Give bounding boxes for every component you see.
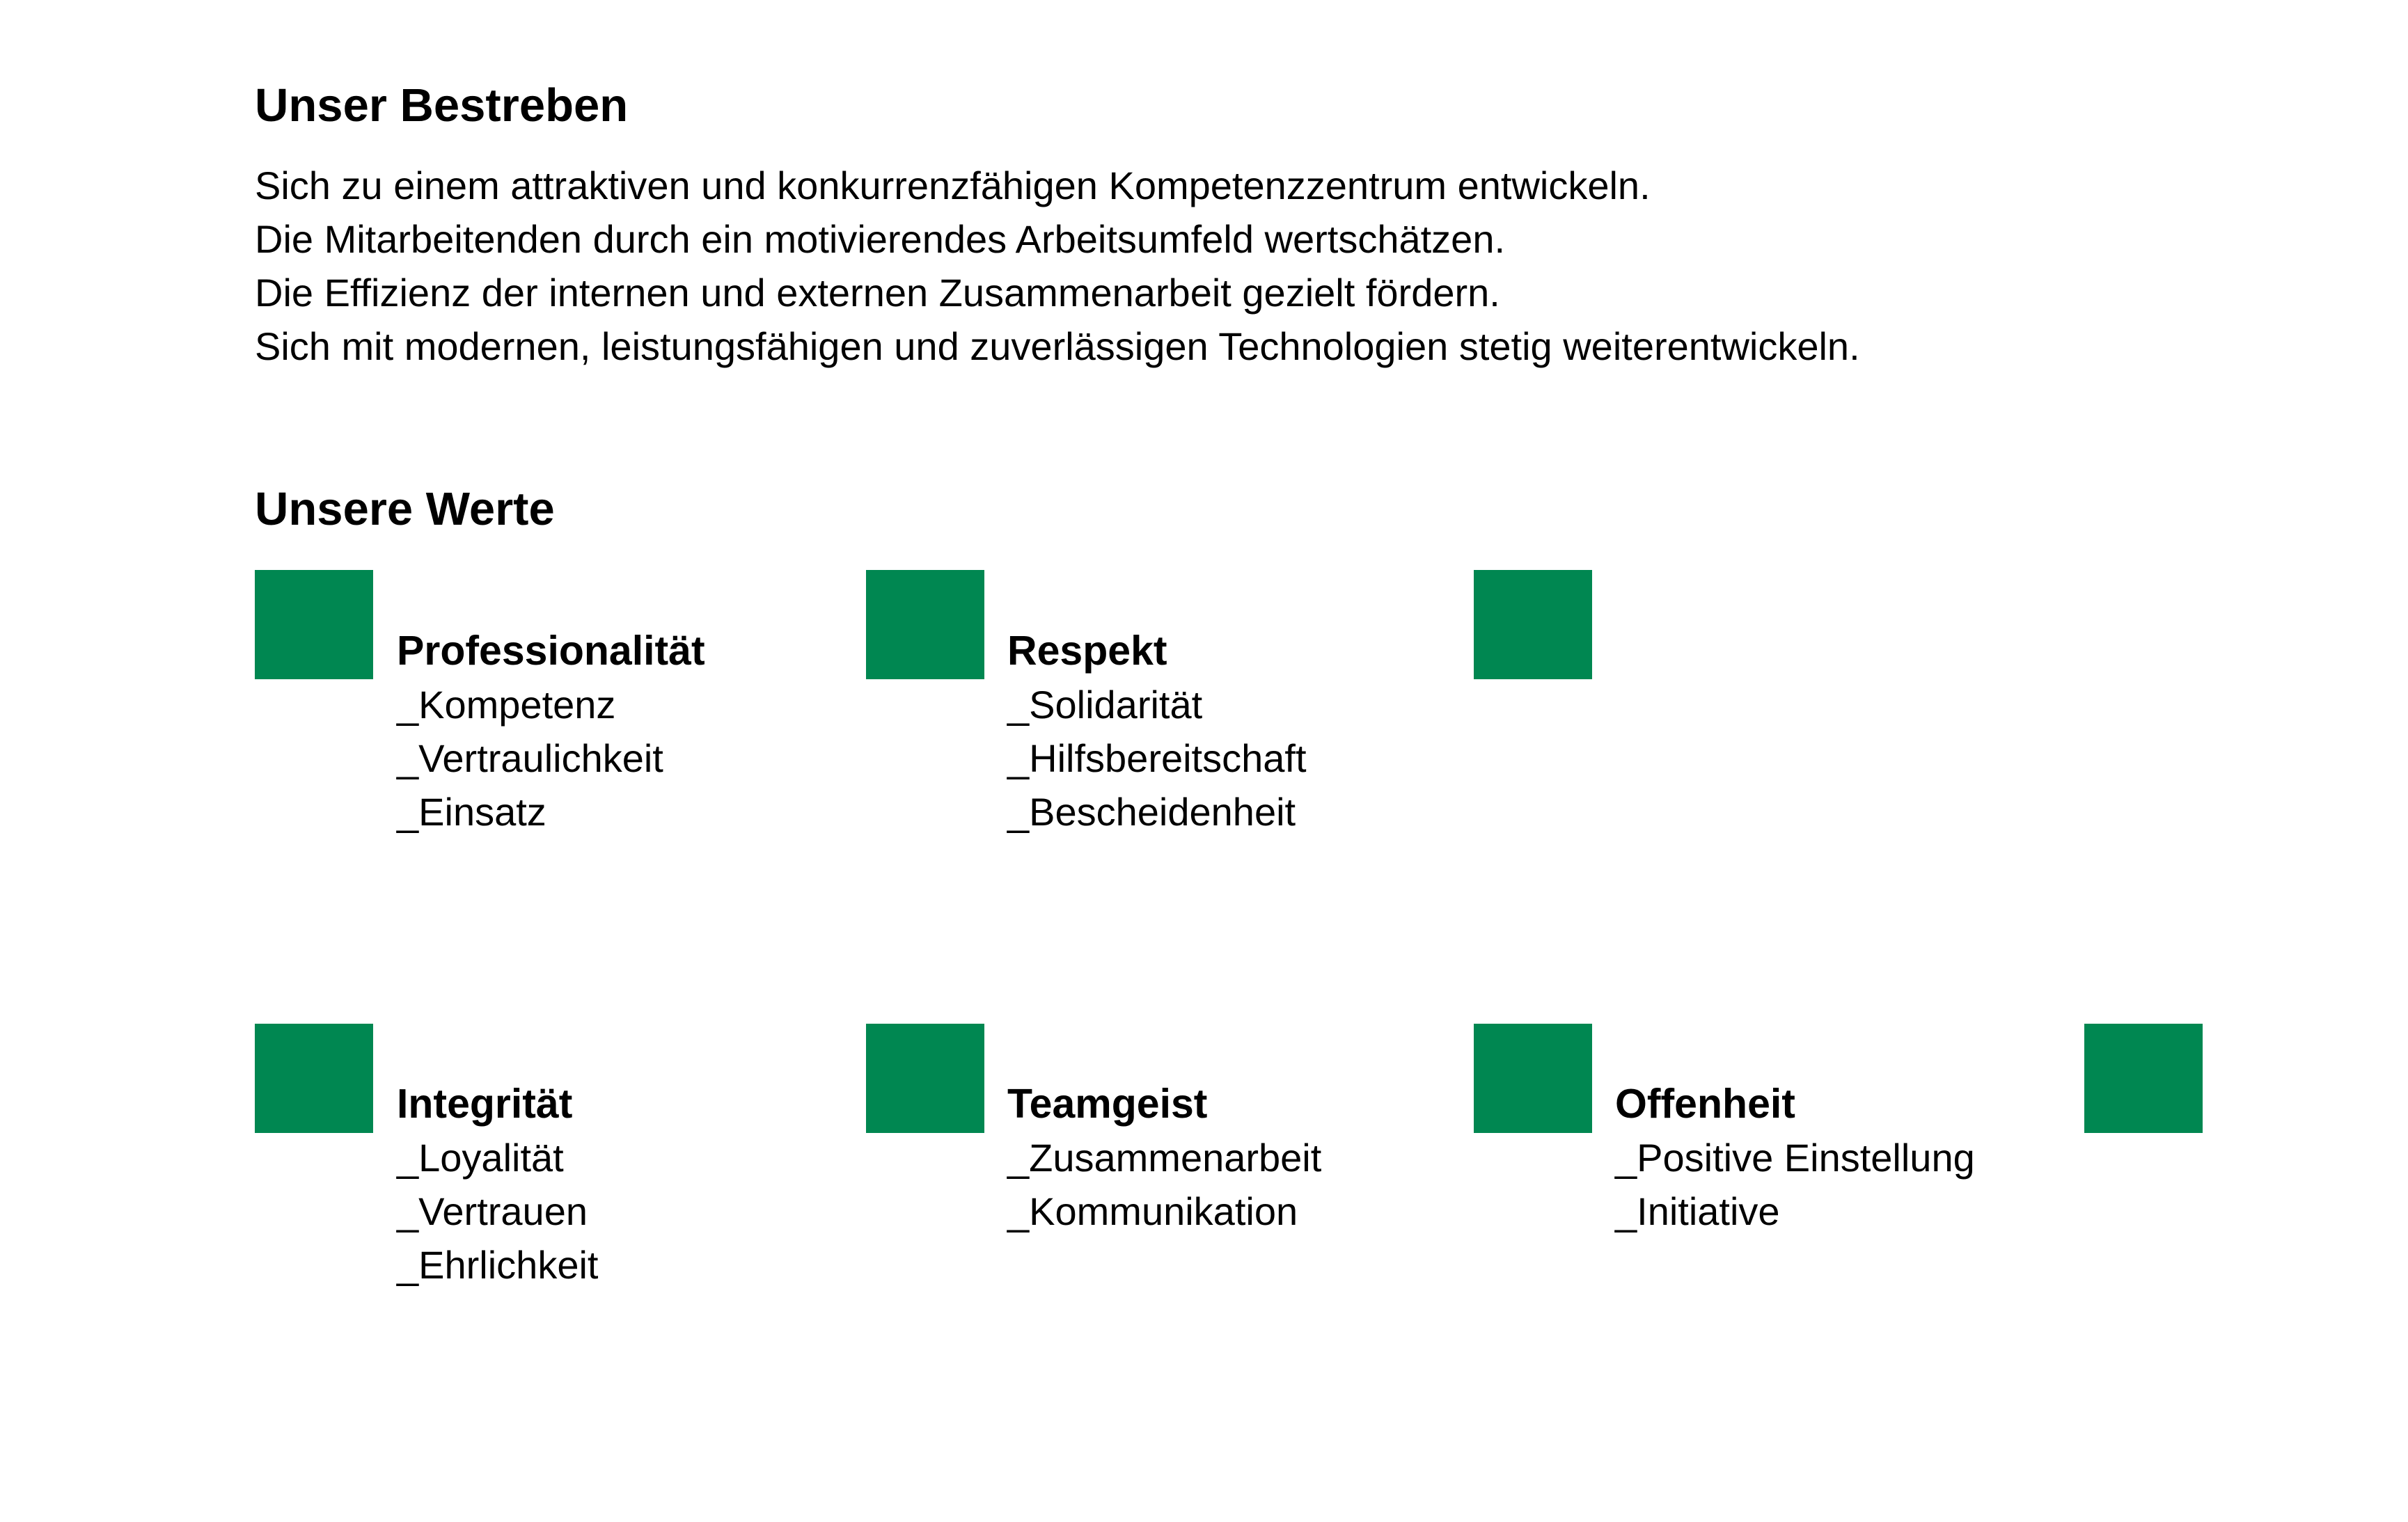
- value-items: [1007, 1131, 1321, 1238]
- aim-line: Die Mitarbeitenden durch ein motivierendes Arbeitsumfeld wertschätzen.: [255, 217, 1506, 261]
- value-integritaet: [397, 1077, 598, 1292]
- value-items: [397, 678, 705, 839]
- value-items: [397, 1131, 598, 1292]
- value-item: _Vertraulichkeit: [397, 736, 663, 780]
- value-title: Professionalität: [397, 628, 705, 674]
- aim-line: Sich mit modernen, leistungsfähigen und zuverlässigen Technologien stetig weiterentwickeln.: [255, 324, 1860, 368]
- value-item: _Einsatz: [397, 790, 546, 834]
- section-title-werte: Unsere Werte: [255, 483, 555, 535]
- value-item: _Kompetenz: [397, 683, 616, 727]
- value-item: _Positive Einstellung: [1615, 1136, 1975, 1180]
- value-item: _Solidarität: [1007, 683, 1203, 727]
- value-professionalitaet: [397, 624, 705, 839]
- value-offenheit: [1615, 1077, 1975, 1238]
- value-items: [1007, 678, 1307, 839]
- value-teamgeist: [1007, 1077, 1321, 1238]
- value-title: Teamgeist: [1007, 1081, 1208, 1127]
- green-square-icon: [866, 570, 984, 679]
- value-item: _Ehrlichkeit: [397, 1243, 599, 1287]
- value-item: _Hilfsbereitschaft: [1007, 736, 1307, 780]
- aim-line: Die Effizienz der internen und externen Zusammenarbeit gezielt fördern.: [255, 271, 1500, 315]
- aims-list: [255, 159, 1860, 373]
- value-item: _Kommunikation: [1007, 1189, 1298, 1233]
- value-item: _Initiative: [1615, 1189, 1780, 1233]
- green-square-icon: [866, 1024, 984, 1133]
- value-respekt: [1007, 624, 1307, 839]
- value-item: _Loyalität: [397, 1136, 564, 1180]
- value-title: Integrität: [397, 1081, 573, 1127]
- green-square-icon: [1474, 1024, 1592, 1133]
- green-square-icon: [255, 570, 373, 679]
- value-item: _Zusammenarbeit: [1007, 1136, 1322, 1180]
- value-title: Offenheit: [1615, 1081, 1795, 1127]
- aim-line: Sich zu einem attraktiven und konkurrenzfähigen Kompetenzzentrum entwickeln.: [255, 164, 1651, 207]
- value-item: _Bescheidenheit: [1007, 790, 1296, 834]
- green-square-icon: [2084, 1024, 2203, 1133]
- value-title: Respekt: [1007, 628, 1167, 674]
- value-item: _Vertrauen: [397, 1189, 588, 1233]
- value-items: [1615, 1131, 1975, 1238]
- section-title-bestreben: Unser Bestreben: [255, 79, 629, 132]
- green-square-icon: [255, 1024, 373, 1133]
- green-square-icon: [1474, 570, 1592, 679]
